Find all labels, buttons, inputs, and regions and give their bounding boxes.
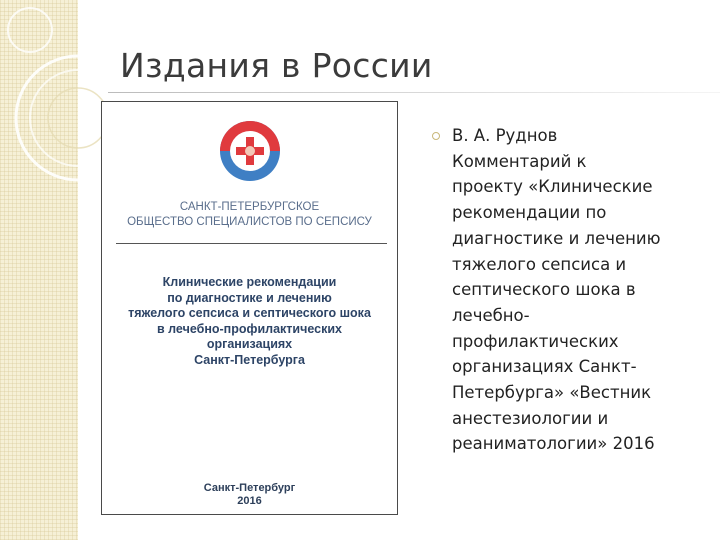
bullet-line: лечебно- bbox=[452, 305, 530, 325]
bullet-circle-icon bbox=[432, 132, 440, 140]
cover-imprint bbox=[112, 482, 387, 508]
bullet-list bbox=[432, 123, 717, 457]
society-logo-icon bbox=[219, 120, 281, 182]
title-divider bbox=[108, 92, 720, 93]
bullet-line: реаниматологии» 2016 bbox=[452, 434, 655, 454]
bullet-line: септического шока в bbox=[452, 280, 636, 300]
bullet-line: анестезиологии и bbox=[452, 408, 609, 428]
cover-title-line: Клинические рекомендации bbox=[162, 275, 337, 289]
book-cover-image bbox=[101, 101, 398, 515]
society-name-line: ОБЩЕСТВО СПЕЦИАЛИСТОВ ПО СЕПСИСУ bbox=[127, 216, 372, 228]
page-title: Издания в России bbox=[120, 46, 433, 85]
bullet-line: рекомендации по bbox=[452, 203, 607, 223]
society-name bbox=[112, 200, 387, 230]
cover-title-line: в лечебно-профилактических организациях bbox=[157, 321, 342, 351]
cover-year: 2016 bbox=[237, 495, 262, 507]
bullet-line: Петербурга» «Вестник bbox=[452, 383, 652, 403]
cover-divider bbox=[116, 243, 387, 244]
society-name-line: САНКТ-ПЕТЕРБУРГСКОЕ bbox=[179, 201, 320, 213]
cover-title-line: Санкт-Петербурга bbox=[194, 352, 305, 367]
bullet-line: организациях Санкт- bbox=[452, 357, 637, 377]
bullet-line: Комментарий к bbox=[452, 151, 587, 171]
cover-title-line: по диагностике и лечению bbox=[167, 290, 332, 305]
bullet-text bbox=[452, 123, 717, 457]
bullet-line: В. А. Руднов bbox=[452, 126, 558, 145]
bullet-line: тяжелого сепсиса и bbox=[452, 254, 627, 274]
bullet-line: профилактических bbox=[452, 331, 619, 351]
cover-city: Санкт-Петербург bbox=[203, 482, 296, 494]
bullet-line: диагностике и лечению bbox=[452, 228, 661, 248]
cover-title bbox=[114, 275, 385, 368]
cover-title-line: тяжелого сепсиса и септического шока bbox=[128, 306, 371, 320]
bullet-line: проекту «Клинические bbox=[452, 177, 653, 197]
list-item bbox=[432, 123, 717, 457]
